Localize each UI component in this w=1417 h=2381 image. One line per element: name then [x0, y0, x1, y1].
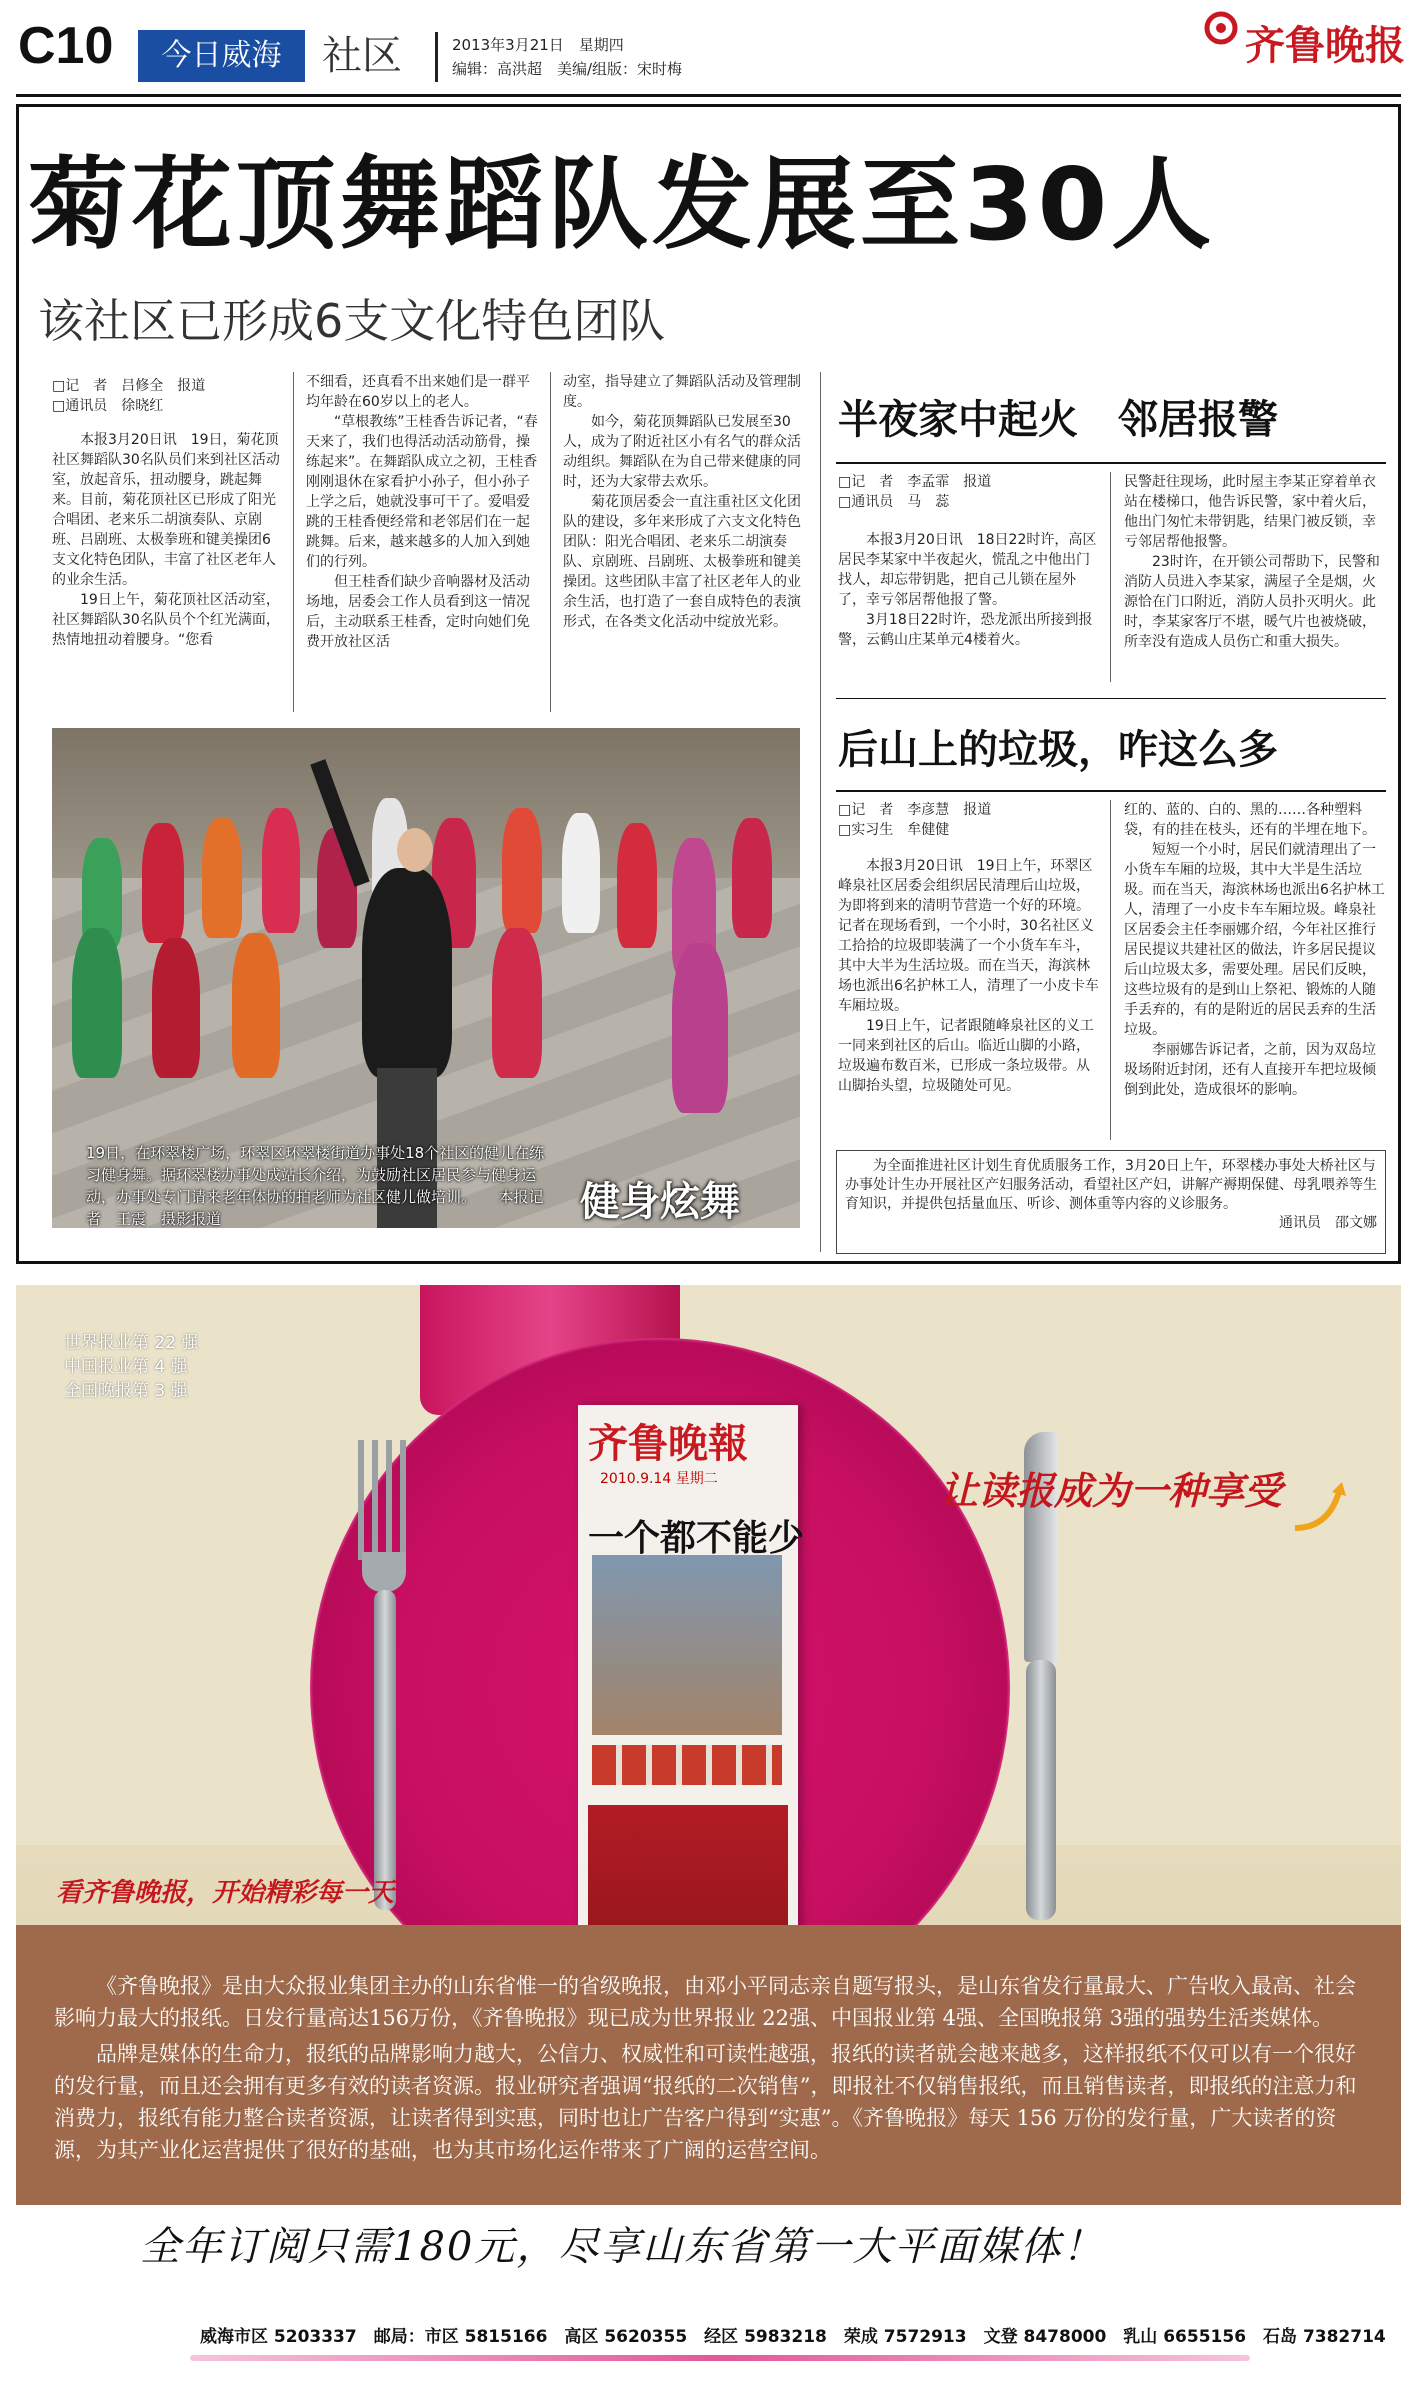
- dancer-figure: [562, 813, 600, 933]
- notice-credit: 通讯员 邵文娜: [1279, 1215, 1377, 1231]
- article2-byline: [838, 472, 991, 512]
- column-rule: [820, 372, 821, 1252]
- community-notice: [836, 1150, 1386, 1254]
- article3-column-1: [838, 856, 1100, 1096]
- section-title: 社区: [322, 33, 402, 79]
- paragraph: 菊花顶居委会一直注重社区文化团队的建设，多年来形成了六支文化特色团队：阳光合唱团、老来乐二胡演奏队、京剧班、吕剧班、太极拳班和键美操团。这些团队丰富了社区老年人的业余生活，也打造了一套自成特色的表演形式，在各类文化活动中绽放光彩。: [563, 494, 801, 630]
- dancer-figure: [152, 938, 200, 1078]
- paragraph: 3月18日22时许，恐龙派出所接到报警，云鹤山庄某单元4楼着火。: [838, 612, 1093, 648]
- dancer-figure: [492, 928, 542, 1078]
- article2-title: 半夜家中起火 邻居报警: [838, 397, 1278, 443]
- issue-date: 2013年3月21日 星期四: [452, 36, 624, 54]
- main-headline: 菊花顶舞蹈队发展至30人: [28, 146, 1216, 263]
- article2-column-2: [1124, 472, 1386, 652]
- main-column-2: [306, 372, 538, 652]
- lead-dancer-head: [397, 828, 433, 872]
- main-subhead: 该社区已形成6支文化特色团队: [38, 294, 666, 348]
- ad-slogan: 让读报成为一种享受: [940, 1469, 1283, 1513]
- paragraph: 但王桂香们缺少音响器材及活动场地，居委会工作人员看到这一情况后，主动联系王桂香，定时向她们免费开放社区活: [306, 574, 530, 650]
- ad-paragraph: 《齐鲁晚报》是由大众报业集团主办的山东省惟一的省级晚报，由邓小平同志亲自题写报头，是山东省发行量最大、广告收入最高、社会影响力最大的报纸。日发行量高达156万份，《齐鲁晚报》现已成为世界报业 22强、中国报业第 4强、全国晚报第 3强的强势生活类媒体。: [54, 1974, 1356, 2030]
- ranking-stat: 世界报业第 22 强: [64, 1333, 199, 1353]
- article3-byline: [838, 800, 991, 840]
- ad-tagline: 看齐鲁晚报，开始精彩每一天: [56, 1878, 395, 1908]
- article3-title: 后山上的垃圾，咋这么多: [838, 727, 1278, 773]
- newspaper-ads-strip: [592, 1745, 782, 1785]
- paragraph: 本报3月20日讯 19日，菊花顶社区舞蹈队30名队员们来到社区活动室，放起音乐，扭动腰身，跳起舞来。目前，菊花顶社区已形成了阳光合唱团、老来乐二胡演奏队、京剧班、吕剧班、太极拳班和键美操团6支文化特色团队，丰富了社区老年人的业余生活。: [52, 432, 280, 588]
- byline-reporter: □记 者 李孟霏 报道: [838, 474, 992, 490]
- paragraph: 不细看，还真看不出来她们是一群平均年龄在60岁以上的老人。: [306, 374, 530, 410]
- main-column-3: [563, 372, 801, 632]
- byline-correspondent: □通讯员 徐晓红: [52, 398, 164, 414]
- dancer-figure: [232, 933, 280, 1078]
- photo-caption: 19日，在环翠楼广场，环翠区环翠楼街道办事处18个社区的健儿在练习健身舞。据环翠楼办事处成站长介绍，为鼓励社区居民参与健身运动，办事处专门请来老年体协的拍老师为社区健儿做培训。 本报记者 王震 摄影报道: [86, 1144, 545, 1228]
- knife-handle: [1026, 1660, 1056, 1920]
- ad-paragraph: 品牌是媒体的生命力，报纸的品牌影响力越大，公信力、权威性和可读性越强，报纸的读者就会越来越多，这样报纸不仅可以有一个很好的发行量，而且还会拥有更多有效的读者资源。报业研究者强调“报纸的二次销售”，即报社不仅销售报纸，而且销售读者，即报纸的注意力和消费力，报纸有能力整合读者资源，让读者得到实惠，同时也让广告客户得到“实惠”。《齐鲁晚报》每天 156 万份的发行量，广大读者的资源，为其产业化运营提供了很好的基础，也为其市场化运作带来了广阔的运营空间。: [54, 2042, 1357, 2162]
- title-rule: [836, 790, 1386, 792]
- column-rule: [293, 372, 294, 712]
- dancer-figure: [142, 823, 184, 943]
- paragraph: 民警赶往现场，此时屋主李某正穿着单衣站在楼梯口，他告诉民警，家中着火后，他出门匆忙未带钥匙，结果门被反锁，幸亏邻居帮他报警。: [1124, 474, 1376, 550]
- paragraph: 如今，菊花顶舞蹈队已发展至30人，成为了附近社区小有名气的群众活动组织。舞蹈队在为自己带来健康的同时，还为大家带去欢乐。: [563, 414, 801, 490]
- editor-credits: 编辑：高洪超 美编/组版：宋时梅: [452, 60, 683, 78]
- dancer-figure: [262, 808, 300, 933]
- main-column-1: [52, 430, 280, 650]
- paragraph: 李丽娜告诉记者，之前，因为双岛垃圾场附近封闭，还有人直接开车把垃圾倾倒到此处，造成很坏的影响。: [1124, 1042, 1376, 1098]
- ranking-stat: 中国报业第 4 强: [64, 1357, 188, 1377]
- column-rule: [550, 372, 551, 712]
- title-rule: [836, 462, 1386, 464]
- ad-body: [54, 1970, 1364, 2170]
- article2-column-1: [838, 530, 1100, 650]
- paragraph: 短短一个小时，居民们就清理出了一小货车车厢的垃圾，其中大半是生活垃圾。而在当天，海滨林场也派出6名护林工人，清理了一小皮卡车车厢垃圾。峰泉社区居委会主任李丽娜介绍，今年社区推行居民提议共建社区的做法，许多居民提议后山垃圾太多，需要处理。居民们反映，这些垃圾有的是到山上祭祀、锻炼的人随手丢弃的，有的是附近的居民丢弃的生活垃圾。: [1124, 842, 1385, 1038]
- byline-correspondent: □通讯员 马 蕊: [838, 494, 950, 510]
- dancer-figure: [732, 818, 772, 938]
- masthead-logo: 齐鲁晚报: [1245, 22, 1405, 69]
- paragraph: 19日上午，记者跟随峰泉社区的义工一同来到社区的后山。临近山脚的小路，垃圾遍布数百米，已形成一条垃圾带。从山脚抬头望，垃圾随处可见。: [838, 1018, 1094, 1094]
- newspaper-logo: 齐鲁晚報: [588, 1420, 748, 1467]
- divider: [435, 32, 438, 82]
- byline-reporter: □记 者 李彦慧 报道: [838, 802, 992, 818]
- fork-neck: [362, 1552, 406, 1592]
- paragraph: 19日上午，菊花顶社区活动室，社区舞蹈队30名队员个个红光满面，热情地扭动着腰身。“您看: [52, 592, 280, 648]
- subscription-offer: 全年订阅只需180元，尽享山东省第一大平面媒体！: [140, 2224, 1105, 2270]
- column-rule: [1110, 472, 1111, 682]
- lead-dancer-figure: [362, 868, 452, 1078]
- decorative-underline: [190, 2355, 1250, 2361]
- newspaper-headline: 一个都不能少: [588, 1518, 805, 1559]
- byline-reporter: □记 者 吕修全 报道: [52, 378, 206, 394]
- article-separator: [836, 698, 1386, 699]
- dancer-figure: [617, 823, 657, 948]
- paragraph: 本报3月20日讯 18日22时许，高区居民李某家中半夜起火，慌乱之中他出门找人，却忘带钥匙，把自己儿锁在屋外了，幸亏邻居帮他报了警。: [838, 532, 1097, 608]
- main-byline: [52, 376, 205, 416]
- dancer-figure: [672, 943, 728, 1113]
- photo-tag: 健身炫舞: [580, 1179, 740, 1225]
- section-box: 今日威海: [138, 30, 305, 82]
- newspaper-date: 2010.9.14 星期二: [600, 1471, 718, 1487]
- notice-text: 为全面推进社区计划生育优质服务工作，3月20日上午，环翠楼办事处大桥社区与办事处计生办开展社区产妇服务活动，看望社区产妇，讲解产褥期保健、母乳喂养等生育知识，并提供包括量血压、听诊、测体重等内容的义诊服务。: [845, 1158, 1377, 1212]
- byline-intern: □实习生 牟健健: [838, 822, 950, 838]
- column-rule: [1110, 800, 1111, 1140]
- header-rule: [16, 94, 1401, 97]
- paragraph: 动室，指导建立了舞蹈队活动及管理制度。: [563, 374, 801, 410]
- ranking-stat: 全国晚报第 3 强: [64, 1381, 188, 1401]
- swoosh-icon: [1290, 1478, 1350, 1538]
- article3-column-2: [1124, 800, 1386, 1100]
- newspaper-photo: [592, 1555, 782, 1735]
- paragraph: 23时许，在开锁公司帮助下，民警和消防人员进入李某家，满屋子全是烟，火源恰在门口附近，消防人员扑灭明火。此时，李某家客厅不堪，暖气片也被烧破，所幸没有造成人员伤亡和重大损失。: [1124, 554, 1380, 650]
- logo-swirl-icon: [1203, 10, 1239, 46]
- subscription-contacts: 威海市区 5203337 邮局：市区 5815166 高区 5620355 经区 5983218 荣成 7572913 文登 8478000 乳山 6655156 石岛 7382714: [200, 2327, 1386, 2347]
- paragraph: 红的、蓝的、白的、黑的……各种塑料袋，有的挂在枝头，还有的半埋在地下。: [1124, 802, 1376, 838]
- paragraph: 本报3月20日讯 19日上午，环翠区峰泉社区居委会组织居民清理后山垃圾，为即将到来的清明节营造一个好的环境。记者在现场看到，一个小时，30名社区义工拾拾的垃圾即装满了一个小货车车斗，其中大半为生活垃圾。而在当天，海滨林场也派出6名护林工人，清理了一小皮卡车车厢垃圾。: [838, 858, 1099, 1014]
- dancer-figure: [502, 808, 542, 933]
- page-number: C10: [18, 17, 114, 75]
- dancer-figure: [72, 928, 122, 1078]
- dancer-figure: [202, 818, 242, 938]
- fork-handle: [374, 1590, 396, 1910]
- paragraph: “草根教练”王桂香告诉记者，“春天来了，我们也得活动活动筋骨，操练起来”。在舞蹈队成立之初，王桂香刚刚退休在家看护小孙子，但小孙子上学之后，她就没事可干了。爱唱爱跳的王桂香便经常和老邻居们在一起跳舞。后来，越来越多的人加入到她们的行列。: [306, 414, 538, 570]
- fork-tines: [358, 1440, 408, 1560]
